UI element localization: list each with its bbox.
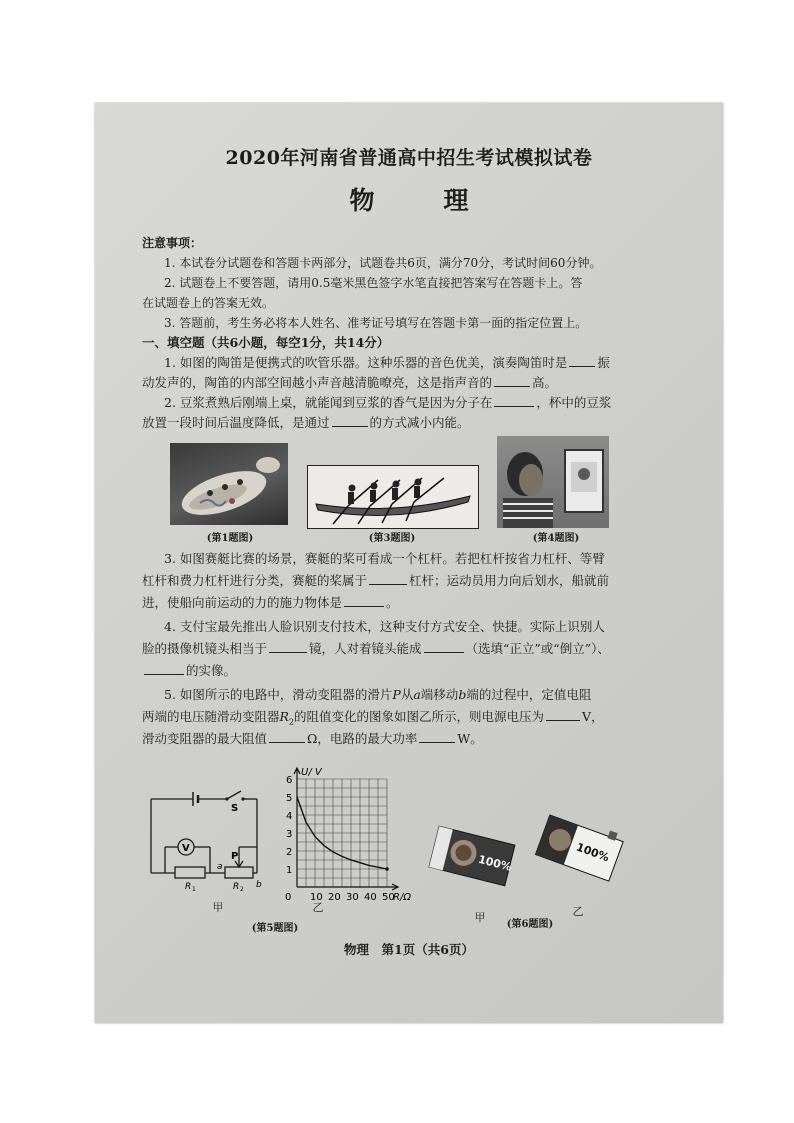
q2-text-d: 的方式减小内能。 — [369, 415, 470, 430]
q3-text-b: 杠杆和费力杠杆进行分类，赛艇的桨属于 — [142, 573, 368, 588]
question-1-line2 — [142, 373, 682, 393]
question-5-line1 — [142, 685, 704, 705]
circuit-label: 甲 — [212, 901, 224, 914]
chart-y-tick-label: 6 — [286, 775, 293, 786]
question-4-line1: 4. 支付宝最先推出人脸识别支付技术，这种支付方式安全、快捷。实际上识别人 — [164, 619, 605, 634]
caption-fig6: (第6题图) — [506, 919, 554, 930]
question-2-line1 — [142, 393, 704, 413]
q5-symbol-a: a — [413, 687, 421, 702]
chart-y-tick-label: 3 — [286, 829, 293, 840]
q3-text-c: 杠杆；运动员用力向后划水，船就前 — [409, 573, 610, 588]
juice-box-photo-right — [532, 813, 627, 885]
question-3-line3 — [142, 593, 682, 613]
q2-text-a: 2. 豆浆煮熟后刚端上桌，就能闻到豆浆的香气是因为分子在 — [164, 395, 493, 410]
answer-blank — [494, 373, 530, 387]
q5-symbol-r2-sub: 2 — [288, 717, 295, 727]
notice-item-2: 2. 试题卷上不要答题，请用0.5毫米黑色签字水笔直接把答案写在答题卡上。答 — [164, 276, 583, 290]
juice-label-left: 100% — [476, 852, 513, 874]
q5-text-d: 端的过程中，定值电阻 — [466, 687, 592, 702]
question-1-line1 — [142, 353, 704, 373]
terminal-a-label: a — [217, 862, 223, 872]
answer-blank — [332, 413, 368, 427]
voltage-resistance-chart — [265, 755, 425, 905]
slider-label: P — [231, 851, 239, 862]
chart-x-tick-label: 40 — [364, 892, 377, 903]
q1-text-a: 1. 如图的陶笛是便携式的吹管乐器。这种乐器的音色优美，演奏陶笛时是 — [164, 355, 568, 370]
chart-x-tick-label: 20 — [328, 892, 341, 903]
r1-label: R — [185, 882, 192, 891]
question-4-line3 — [142, 661, 682, 681]
voltmeter-label: V — [182, 843, 190, 854]
q5-text-c: 端移动 — [420, 687, 459, 702]
juice-box-image-left — [425, 821, 520, 891]
question-4-line2 — [142, 639, 682, 659]
subject-title: 物 理 — [349, 186, 491, 215]
circuit-diagram — [145, 781, 270, 891]
q5-symbol-b: b — [458, 687, 467, 702]
notice-heading: 注意事项： — [142, 236, 203, 250]
chart-label: 乙 — [312, 901, 324, 914]
q5-text-f: 的阻值变化的图象如图乙所示，则电源电压为 — [294, 709, 545, 724]
chart-y-tick-label: 4 — [286, 811, 293, 822]
answer-blank — [344, 593, 384, 607]
rowing-drawing — [307, 465, 479, 529]
q5-text-j: W。 — [457, 731, 483, 746]
question-3-line1: 3. 如图赛艇比赛的场景，赛艇的桨可看成一个杠杆。若把杠杆按省力杠杆、等臂 — [164, 551, 605, 566]
fig6-right-label: 乙 — [572, 905, 584, 918]
q4-text-c: 镜，人对着镜头能成 — [309, 641, 422, 656]
caption-fig1: (第1题图) — [206, 533, 254, 544]
r1-sub-label: 1 — [192, 886, 196, 891]
face-recognition-photo — [497, 436, 609, 528]
ocarina-image — [170, 443, 288, 525]
chart-grid — [297, 779, 387, 887]
answer-blank — [269, 639, 307, 653]
q3-text-d: 进，使船向前运动的力的施力物体是 — [142, 595, 343, 610]
question-2-line2 — [142, 413, 682, 433]
page-title: 2020年河南省普通高中招生考试模拟试卷 — [225, 147, 593, 169]
q5-symbol-r2: R — [279, 709, 289, 724]
ocarina-photo — [170, 443, 288, 525]
q2-text-c: 放置一段时间后温度降低，是通过 — [142, 415, 330, 430]
q5-symbol-p: P — [392, 687, 401, 702]
page-footer: 物理 第1页（共6页） — [344, 942, 474, 957]
terminal-b-label: b — [256, 880, 262, 890]
notice-item-3: 3. 答题前，考生务必将本人姓名、准考证号填写在答题卡第一面的指定位置上。 — [164, 316, 588, 330]
q2-text-b: ，杯中的豆浆 — [536, 395, 612, 410]
answer-blank — [569, 353, 595, 367]
q5-text-e: 两端的电压随滑动变阻器 — [142, 709, 280, 724]
juice-box-photo-left — [425, 821, 520, 891]
juice-label-right: 100% — [574, 840, 611, 865]
switch-label: S — [231, 803, 239, 814]
section-heading: 一、填空题（共6小题，每空1分，共14分） — [142, 335, 390, 350]
caption-fig4: (第4题图) — [532, 533, 580, 544]
q5-text-b: 从 — [400, 687, 414, 702]
q3-text-e: 。 — [386, 595, 399, 610]
question-5-line3 — [142, 729, 682, 749]
chart-y-tick-label: 1 — [286, 865, 293, 876]
exam-paper — [95, 103, 723, 1023]
answer-blank — [494, 393, 534, 407]
chart-x-tick-label: 50 — [382, 892, 395, 903]
answer-blank — [144, 661, 184, 675]
chart-y-tick-label: 2 — [286, 847, 293, 858]
answer-blank — [546, 707, 580, 721]
r2-sub-label: 2 — [240, 886, 244, 891]
q4-text-b: 脸的摄像机镜头相当于 — [142, 641, 268, 656]
notice-item-2-cont: 在试题卷上的答案无效。 — [142, 296, 275, 310]
answer-blank — [424, 639, 464, 653]
q4-text-d: （选填“正立”或“倒立”）、 — [465, 641, 610, 656]
answer-blank — [419, 729, 455, 743]
chart-x-tick-label: 30 — [346, 892, 359, 903]
q5-text-h: 滑动变阻器的最大阻值 — [142, 731, 268, 746]
q1-text-b: 振 — [597, 355, 610, 370]
chart-x-tick-label: 0 — [285, 892, 292, 903]
rowing-boat-image — [308, 466, 478, 528]
question-3-line2 — [142, 571, 682, 591]
juice-box-image-right — [532, 813, 627, 885]
caption-fig5: (第5题图) — [251, 923, 299, 934]
chart-y-tick-label: 5 — [286, 793, 293, 804]
chart-y-axis-label: U/ V — [301, 767, 322, 778]
q5-text-a: 5. 如图所示的电路中，滑动变阻器的滑片 — [164, 687, 393, 702]
caption-fig3: (第3题图) — [368, 533, 416, 544]
q4-text-e: 的实像。 — [186, 663, 237, 678]
q5-text-g: V， — [582, 709, 604, 724]
q1-text-d: 高。 — [532, 375, 558, 390]
q5-text-i: Ω，电路的最大功率 — [307, 731, 418, 746]
q1-text-c: 动发声的，陶笛的内部空间越小声音越清脆嘹亮，这是指声音的 — [142, 375, 493, 390]
notice-item-1: 1. 本试卷分试题卷和答题卡两部分，试题卷共6页，满分70分，考试时间60分钟。 — [164, 256, 602, 270]
chart-x-axis-label: R/Ω — [393, 892, 411, 903]
answer-blank — [269, 729, 305, 743]
face-recognition-image — [497, 436, 609, 528]
answer-blank — [369, 571, 407, 585]
fig6-left-label: 甲 — [474, 911, 486, 924]
chart-x-tick-label: 10 — [310, 892, 323, 903]
r2-label: R — [233, 882, 240, 891]
